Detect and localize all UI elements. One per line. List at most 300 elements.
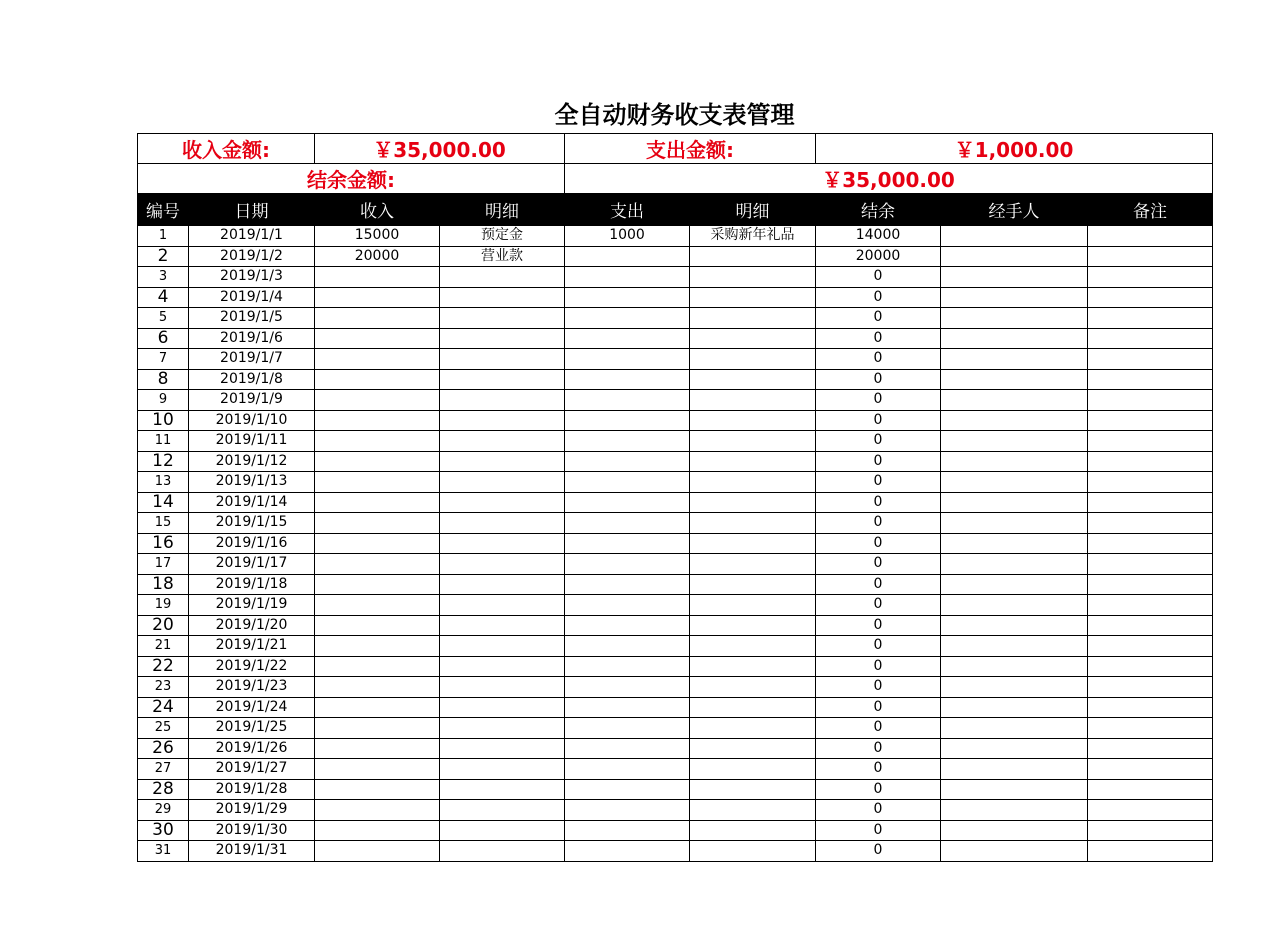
cell-note[interactable]: [1088, 472, 1213, 493]
expense-total[interactable]: ￥1,000.00: [816, 134, 1213, 164]
cell-income[interactable]: [315, 369, 440, 390]
cell-note[interactable]: [1088, 328, 1213, 349]
cell-expense-detail[interactable]: 采购新年礼品: [690, 226, 816, 247]
header-handler[interactable]: 经手人: [941, 194, 1088, 226]
cell-expense[interactable]: [565, 349, 690, 370]
cell-income-detail[interactable]: [440, 574, 565, 595]
cell-income-detail[interactable]: [440, 410, 565, 431]
cell-income-detail[interactable]: [440, 615, 565, 636]
cell-handler[interactable]: [941, 779, 1088, 800]
cell-note[interactable]: [1088, 615, 1213, 636]
cell-balance[interactable]: 0: [816, 615, 941, 636]
cell-income-detail[interactable]: [440, 636, 565, 657]
cell-date[interactable]: 2019/1/26: [189, 738, 315, 759]
cell-expense[interactable]: [565, 574, 690, 595]
cell-expense[interactable]: [565, 410, 690, 431]
cell-income[interactable]: [315, 800, 440, 821]
cell-handler[interactable]: [941, 615, 1088, 636]
cell-income-detail[interactable]: [440, 451, 565, 472]
cell-no[interactable]: 3: [138, 267, 189, 288]
cell-handler[interactable]: [941, 246, 1088, 267]
cell-handler[interactable]: [941, 841, 1088, 862]
cell-no[interactable]: 29: [138, 800, 189, 821]
cell-expense-detail[interactable]: [690, 759, 816, 780]
cell-no[interactable]: 1: [138, 226, 189, 247]
cell-no[interactable]: 12: [138, 451, 189, 472]
cell-expense[interactable]: [565, 328, 690, 349]
cell-expense[interactable]: [565, 718, 690, 739]
cell-balance[interactable]: 0: [816, 656, 941, 677]
cell-handler[interactable]: [941, 697, 1088, 718]
cell-expense-detail[interactable]: [690, 349, 816, 370]
cell-income-detail[interactable]: [440, 472, 565, 493]
cell-handler[interactable]: [941, 226, 1088, 247]
income-label[interactable]: 收入金额:: [138, 134, 315, 164]
cell-income-detail[interactable]: [440, 492, 565, 513]
cell-handler[interactable]: [941, 267, 1088, 288]
cell-income[interactable]: [315, 636, 440, 657]
cell-balance[interactable]: 0: [816, 451, 941, 472]
expense-label[interactable]: 支出金额:: [565, 134, 816, 164]
cell-balance[interactable]: 0: [816, 697, 941, 718]
cell-income-detail[interactable]: [440, 349, 565, 370]
cell-no[interactable]: 7: [138, 349, 189, 370]
cell-expense-detail[interactable]: [690, 779, 816, 800]
cell-handler[interactable]: [941, 349, 1088, 370]
cell-no[interactable]: 21: [138, 636, 189, 657]
cell-expense[interactable]: [565, 779, 690, 800]
cell-no[interactable]: 11: [138, 431, 189, 452]
cell-balance[interactable]: 0: [816, 636, 941, 657]
cell-no[interactable]: 9: [138, 390, 189, 411]
cell-no[interactable]: 4: [138, 287, 189, 308]
cell-expense[interactable]: [565, 369, 690, 390]
cell-balance[interactable]: 0: [816, 431, 941, 452]
cell-income[interactable]: 20000: [315, 246, 440, 267]
cell-expense[interactable]: [565, 492, 690, 513]
cell-note[interactable]: [1088, 451, 1213, 472]
cell-date[interactable]: 2019/1/16: [189, 533, 315, 554]
cell-income[interactable]: [315, 451, 440, 472]
cell-balance[interactable]: 0: [816, 718, 941, 739]
cell-date[interactable]: 2019/1/28: [189, 779, 315, 800]
cell-income-detail[interactable]: [440, 779, 565, 800]
cell-date[interactable]: 2019/1/20: [189, 615, 315, 636]
cell-handler[interactable]: [941, 820, 1088, 841]
cell-no[interactable]: 2: [138, 246, 189, 267]
cell-income[interactable]: [315, 492, 440, 513]
cell-no[interactable]: 24: [138, 697, 189, 718]
cell-income[interactable]: [315, 533, 440, 554]
cell-income[interactable]: [315, 431, 440, 452]
cell-note[interactable]: [1088, 513, 1213, 534]
cell-income-detail[interactable]: [440, 677, 565, 698]
cell-expense[interactable]: [565, 308, 690, 329]
header-note[interactable]: 备注: [1088, 194, 1213, 226]
cell-income[interactable]: [315, 677, 440, 698]
cell-balance[interactable]: 20000: [816, 246, 941, 267]
cell-note[interactable]: [1088, 738, 1213, 759]
cell-date[interactable]: 2019/1/13: [189, 472, 315, 493]
cell-handler[interactable]: [941, 574, 1088, 595]
cell-income[interactable]: [315, 697, 440, 718]
cell-balance[interactable]: 0: [816, 410, 941, 431]
cell-expense[interactable]: [565, 533, 690, 554]
cell-date[interactable]: 2019/1/18: [189, 574, 315, 595]
cell-expense[interactable]: [565, 595, 690, 616]
cell-date[interactable]: 2019/1/19: [189, 595, 315, 616]
cell-expense[interactable]: [565, 431, 690, 452]
cell-income[interactable]: [315, 595, 440, 616]
cell-no[interactable]: 10: [138, 410, 189, 431]
cell-date[interactable]: 2019/1/4: [189, 287, 315, 308]
cell-date[interactable]: 2019/1/8: [189, 369, 315, 390]
cell-note[interactable]: [1088, 431, 1213, 452]
cell-expense[interactable]: [565, 738, 690, 759]
table-row: [138, 820, 1213, 841]
cell-expense[interactable]: [565, 615, 690, 636]
cell-expense-detail[interactable]: [690, 513, 816, 534]
cell-note[interactable]: [1088, 636, 1213, 657]
cell-income-detail[interactable]: [440, 513, 565, 534]
cell-note[interactable]: [1088, 595, 1213, 616]
cell-no[interactable]: 18: [138, 574, 189, 595]
header-date[interactable]: 日期: [189, 194, 315, 226]
cell-expense[interactable]: [565, 513, 690, 534]
cell-income[interactable]: [315, 513, 440, 534]
balance-label[interactable]: 结余金额:: [138, 164, 565, 194]
cell-expense-detail[interactable]: [690, 369, 816, 390]
cell-income[interactable]: [315, 410, 440, 431]
cell-income-detail[interactable]: [440, 718, 565, 739]
cell-balance[interactable]: 0: [816, 390, 941, 411]
cell-handler[interactable]: [941, 513, 1088, 534]
cell-income[interactable]: [315, 841, 440, 862]
cell-income-detail[interactable]: [440, 267, 565, 288]
cell-date[interactable]: 2019/1/15: [189, 513, 315, 534]
cell-balance[interactable]: 0: [816, 779, 941, 800]
cell-date[interactable]: 2019/1/2: [189, 246, 315, 267]
cell-expense[interactable]: [565, 451, 690, 472]
cell-balance[interactable]: 0: [816, 492, 941, 513]
cell-income[interactable]: [315, 390, 440, 411]
table-row: [138, 554, 1213, 575]
cell-income-detail[interactable]: [440, 759, 565, 780]
cell-expense-detail[interactable]: [690, 267, 816, 288]
cell-no[interactable]: 16: [138, 533, 189, 554]
cell-date[interactable]: 2019/1/30: [189, 820, 315, 841]
cell-income-detail[interactable]: [440, 369, 565, 390]
cell-note[interactable]: [1088, 369, 1213, 390]
cell-income-detail[interactable]: 预定金: [440, 226, 565, 247]
header-income[interactable]: 收入: [315, 194, 440, 226]
cell-note[interactable]: [1088, 390, 1213, 411]
cell-note[interactable]: [1088, 841, 1213, 862]
cell-expense-detail[interactable]: [690, 287, 816, 308]
cell-note[interactable]: [1088, 677, 1213, 698]
cell-income-detail[interactable]: [440, 697, 565, 718]
cell-expense[interactable]: [565, 759, 690, 780]
cell-note[interactable]: [1088, 308, 1213, 329]
cell-date[interactable]: 2019/1/31: [189, 841, 315, 862]
cell-expense[interactable]: [565, 554, 690, 575]
cell-expense[interactable]: [565, 246, 690, 267]
cell-date[interactable]: 2019/1/1: [189, 226, 315, 247]
cell-no[interactable]: 28: [138, 779, 189, 800]
cell-note[interactable]: [1088, 287, 1213, 308]
cell-note[interactable]: [1088, 697, 1213, 718]
cell-date[interactable]: 2019/1/11: [189, 431, 315, 452]
cell-expense-detail[interactable]: [690, 390, 816, 411]
cell-handler[interactable]: [941, 287, 1088, 308]
cell-expense-detail[interactable]: [690, 615, 816, 636]
cell-expense-detail[interactable]: [690, 800, 816, 821]
cell-handler[interactable]: [941, 410, 1088, 431]
cell-balance[interactable]: 0: [816, 349, 941, 370]
cell-expense[interactable]: [565, 472, 690, 493]
cell-note[interactable]: [1088, 800, 1213, 821]
cell-date[interactable]: 2019/1/3: [189, 267, 315, 288]
cell-expense[interactable]: [565, 636, 690, 657]
cell-income[interactable]: [315, 328, 440, 349]
table-row: [138, 595, 1213, 616]
header-expense[interactable]: 支出: [565, 194, 690, 226]
cell-handler[interactable]: [941, 656, 1088, 677]
cell-no[interactable]: 17: [138, 554, 189, 575]
cell-expense-detail[interactable]: [690, 820, 816, 841]
cell-income-detail[interactable]: [440, 738, 565, 759]
cell-date[interactable]: 2019/1/5: [189, 308, 315, 329]
cell-handler[interactable]: [941, 451, 1088, 472]
cell-income-detail[interactable]: [440, 800, 565, 821]
cell-handler[interactable]: [941, 677, 1088, 698]
cell-expense[interactable]: [565, 841, 690, 862]
cell-handler[interactable]: [941, 390, 1088, 411]
cell-no[interactable]: 19: [138, 595, 189, 616]
cell-expense-detail[interactable]: [690, 410, 816, 431]
cell-note[interactable]: [1088, 349, 1213, 370]
cell-expense[interactable]: 1000: [565, 226, 690, 247]
cell-balance[interactable]: 0: [816, 574, 941, 595]
cell-no[interactable]: 31: [138, 841, 189, 862]
cell-date[interactable]: 2019/1/14: [189, 492, 315, 513]
header-income-detail[interactable]: 明细: [440, 194, 565, 226]
cell-expense[interactable]: [565, 287, 690, 308]
cell-no[interactable]: 30: [138, 820, 189, 841]
cell-income[interactable]: [315, 287, 440, 308]
cell-income-detail[interactable]: [440, 308, 565, 329]
cell-balance[interactable]: 0: [816, 738, 941, 759]
cell-income-detail[interactable]: [440, 554, 565, 575]
cell-date[interactable]: 2019/1/21: [189, 636, 315, 657]
cell-date[interactable]: 2019/1/9: [189, 390, 315, 411]
table-row: [138, 287, 1213, 308]
cell-expense-detail[interactable]: [690, 677, 816, 698]
cell-income[interactable]: [315, 820, 440, 841]
cell-income[interactable]: [315, 308, 440, 329]
balance-total[interactable]: ￥35,000.00: [565, 164, 1213, 194]
cell-note[interactable]: [1088, 267, 1213, 288]
cell-note[interactable]: [1088, 533, 1213, 554]
cell-date[interactable]: 2019/1/22: [189, 656, 315, 677]
cell-expense-detail[interactable]: [690, 656, 816, 677]
cell-expense-detail[interactable]: [690, 718, 816, 739]
cell-date[interactable]: 2019/1/27: [189, 759, 315, 780]
cell-handler[interactable]: [941, 738, 1088, 759]
cell-note[interactable]: [1088, 574, 1213, 595]
cell-balance[interactable]: 0: [816, 759, 941, 780]
cell-income[interactable]: [315, 574, 440, 595]
cell-expense[interactable]: [565, 800, 690, 821]
cell-expense-detail[interactable]: [690, 431, 816, 452]
cell-balance[interactable]: 0: [816, 287, 941, 308]
cell-income-detail[interactable]: [440, 287, 565, 308]
cell-handler[interactable]: [941, 328, 1088, 349]
cell-date[interactable]: 2019/1/29: [189, 800, 315, 821]
cell-date[interactable]: 2019/1/17: [189, 554, 315, 575]
cell-income-detail[interactable]: [440, 656, 565, 677]
cell-handler[interactable]: [941, 369, 1088, 390]
cell-note[interactable]: [1088, 492, 1213, 513]
cell-date[interactable]: 2019/1/25: [189, 718, 315, 739]
cell-balance[interactable]: 0: [816, 677, 941, 698]
cell-balance[interactable]: 0: [816, 513, 941, 534]
cell-note[interactable]: [1088, 718, 1213, 739]
cell-date[interactable]: 2019/1/6: [189, 328, 315, 349]
cell-balance[interactable]: 0: [816, 554, 941, 575]
cell-handler[interactable]: [941, 595, 1088, 616]
cell-handler[interactable]: [941, 554, 1088, 575]
cell-income[interactable]: [315, 472, 440, 493]
cell-expense-detail[interactable]: [690, 472, 816, 493]
cell-income[interactable]: [315, 738, 440, 759]
cell-expense-detail[interactable]: [690, 595, 816, 616]
cell-no[interactable]: 27: [138, 759, 189, 780]
cell-handler[interactable]: [941, 800, 1088, 821]
cell-income[interactable]: [315, 267, 440, 288]
cell-date[interactable]: 2019/1/24: [189, 697, 315, 718]
cell-balance[interactable]: 0: [816, 369, 941, 390]
cell-income[interactable]: [315, 554, 440, 575]
cell-handler[interactable]: [941, 533, 1088, 554]
cell-handler[interactable]: [941, 472, 1088, 493]
cell-no[interactable]: 14: [138, 492, 189, 513]
cell-income[interactable]: [315, 656, 440, 677]
cell-expense-detail[interactable]: [690, 554, 816, 575]
cell-date[interactable]: 2019/1/23: [189, 677, 315, 698]
cell-no[interactable]: 15: [138, 513, 189, 534]
cell-handler[interactable]: [941, 636, 1088, 657]
table-row: [138, 472, 1213, 493]
cell-expense-detail[interactable]: [690, 738, 816, 759]
cell-income-detail[interactable]: [440, 820, 565, 841]
cell-handler[interactable]: [941, 492, 1088, 513]
cell-note[interactable]: [1088, 246, 1213, 267]
cell-expense-detail[interactable]: [690, 533, 816, 554]
cell-income[interactable]: [315, 615, 440, 636]
cell-expense-detail[interactable]: [690, 841, 816, 862]
cell-balance[interactable]: 0: [816, 533, 941, 554]
cell-expense-detail[interactable]: [690, 451, 816, 472]
cell-expense[interactable]: [565, 677, 690, 698]
table-row: [138, 308, 1213, 329]
cell-income-detail[interactable]: [440, 328, 565, 349]
header-balance[interactable]: 结余: [816, 194, 941, 226]
cell-no[interactable]: 23: [138, 677, 189, 698]
cell-handler[interactable]: [941, 308, 1088, 329]
cell-note[interactable]: [1088, 779, 1213, 800]
cell-no[interactable]: 6: [138, 328, 189, 349]
cell-income-detail[interactable]: [440, 390, 565, 411]
cell-income-detail[interactable]: [440, 841, 565, 862]
cell-note[interactable]: [1088, 759, 1213, 780]
cell-balance[interactable]: 0: [816, 472, 941, 493]
cell-balance[interactable]: 0: [816, 267, 941, 288]
header-expense-detail[interactable]: 明细: [690, 194, 816, 226]
cell-note[interactable]: [1088, 656, 1213, 677]
cell-expense[interactable]: [565, 267, 690, 288]
income-total[interactable]: ￥35,000.00: [315, 134, 565, 164]
cell-income-detail[interactable]: [440, 431, 565, 452]
cell-no[interactable]: 5: [138, 308, 189, 329]
cell-income-detail[interactable]: [440, 595, 565, 616]
cell-balance[interactable]: 0: [816, 328, 941, 349]
cell-expense-detail[interactable]: [690, 636, 816, 657]
cell-handler[interactable]: [941, 759, 1088, 780]
cell-no[interactable]: 8: [138, 369, 189, 390]
cell-expense-detail[interactable]: [690, 697, 816, 718]
cell-balance[interactable]: 0: [816, 820, 941, 841]
cell-note[interactable]: [1088, 226, 1213, 247]
cell-income[interactable]: 15000: [315, 226, 440, 247]
cell-balance[interactable]: 0: [816, 595, 941, 616]
cell-expense[interactable]: [565, 656, 690, 677]
cell-expense[interactable]: [565, 697, 690, 718]
cell-no[interactable]: 20: [138, 615, 189, 636]
cell-date[interactable]: 2019/1/10: [189, 410, 315, 431]
cell-expense-detail[interactable]: [690, 246, 816, 267]
cell-expense[interactable]: [565, 820, 690, 841]
cell-no[interactable]: 26: [138, 738, 189, 759]
cell-no[interactable]: 22: [138, 656, 189, 677]
cell-income[interactable]: [315, 759, 440, 780]
cell-balance[interactable]: 14000: [816, 226, 941, 247]
cell-no[interactable]: 13: [138, 472, 189, 493]
cell-expense-detail[interactable]: [690, 308, 816, 329]
cell-note[interactable]: [1088, 554, 1213, 575]
cell-expense-detail[interactable]: [690, 574, 816, 595]
cell-income[interactable]: [315, 779, 440, 800]
cell-balance[interactable]: 0: [816, 308, 941, 329]
cell-expense[interactable]: [565, 390, 690, 411]
cell-date[interactable]: 2019/1/7: [189, 349, 315, 370]
cell-income[interactable]: [315, 349, 440, 370]
cell-balance[interactable]: 0: [816, 800, 941, 821]
cell-income-detail[interactable]: 营业款: [440, 246, 565, 267]
cell-handler[interactable]: [941, 431, 1088, 452]
cell-income-detail[interactable]: [440, 533, 565, 554]
cell-note[interactable]: [1088, 410, 1213, 431]
cell-balance[interactable]: 0: [816, 841, 941, 862]
header-no[interactable]: 编号: [138, 194, 189, 226]
cell-income[interactable]: [315, 718, 440, 739]
cell-handler[interactable]: [941, 718, 1088, 739]
cell-no[interactable]: 25: [138, 718, 189, 739]
cell-expense-detail[interactable]: [690, 492, 816, 513]
cell-date[interactable]: 2019/1/12: [189, 451, 315, 472]
cell-note[interactable]: [1088, 820, 1213, 841]
cell-expense-detail[interactable]: [690, 328, 816, 349]
